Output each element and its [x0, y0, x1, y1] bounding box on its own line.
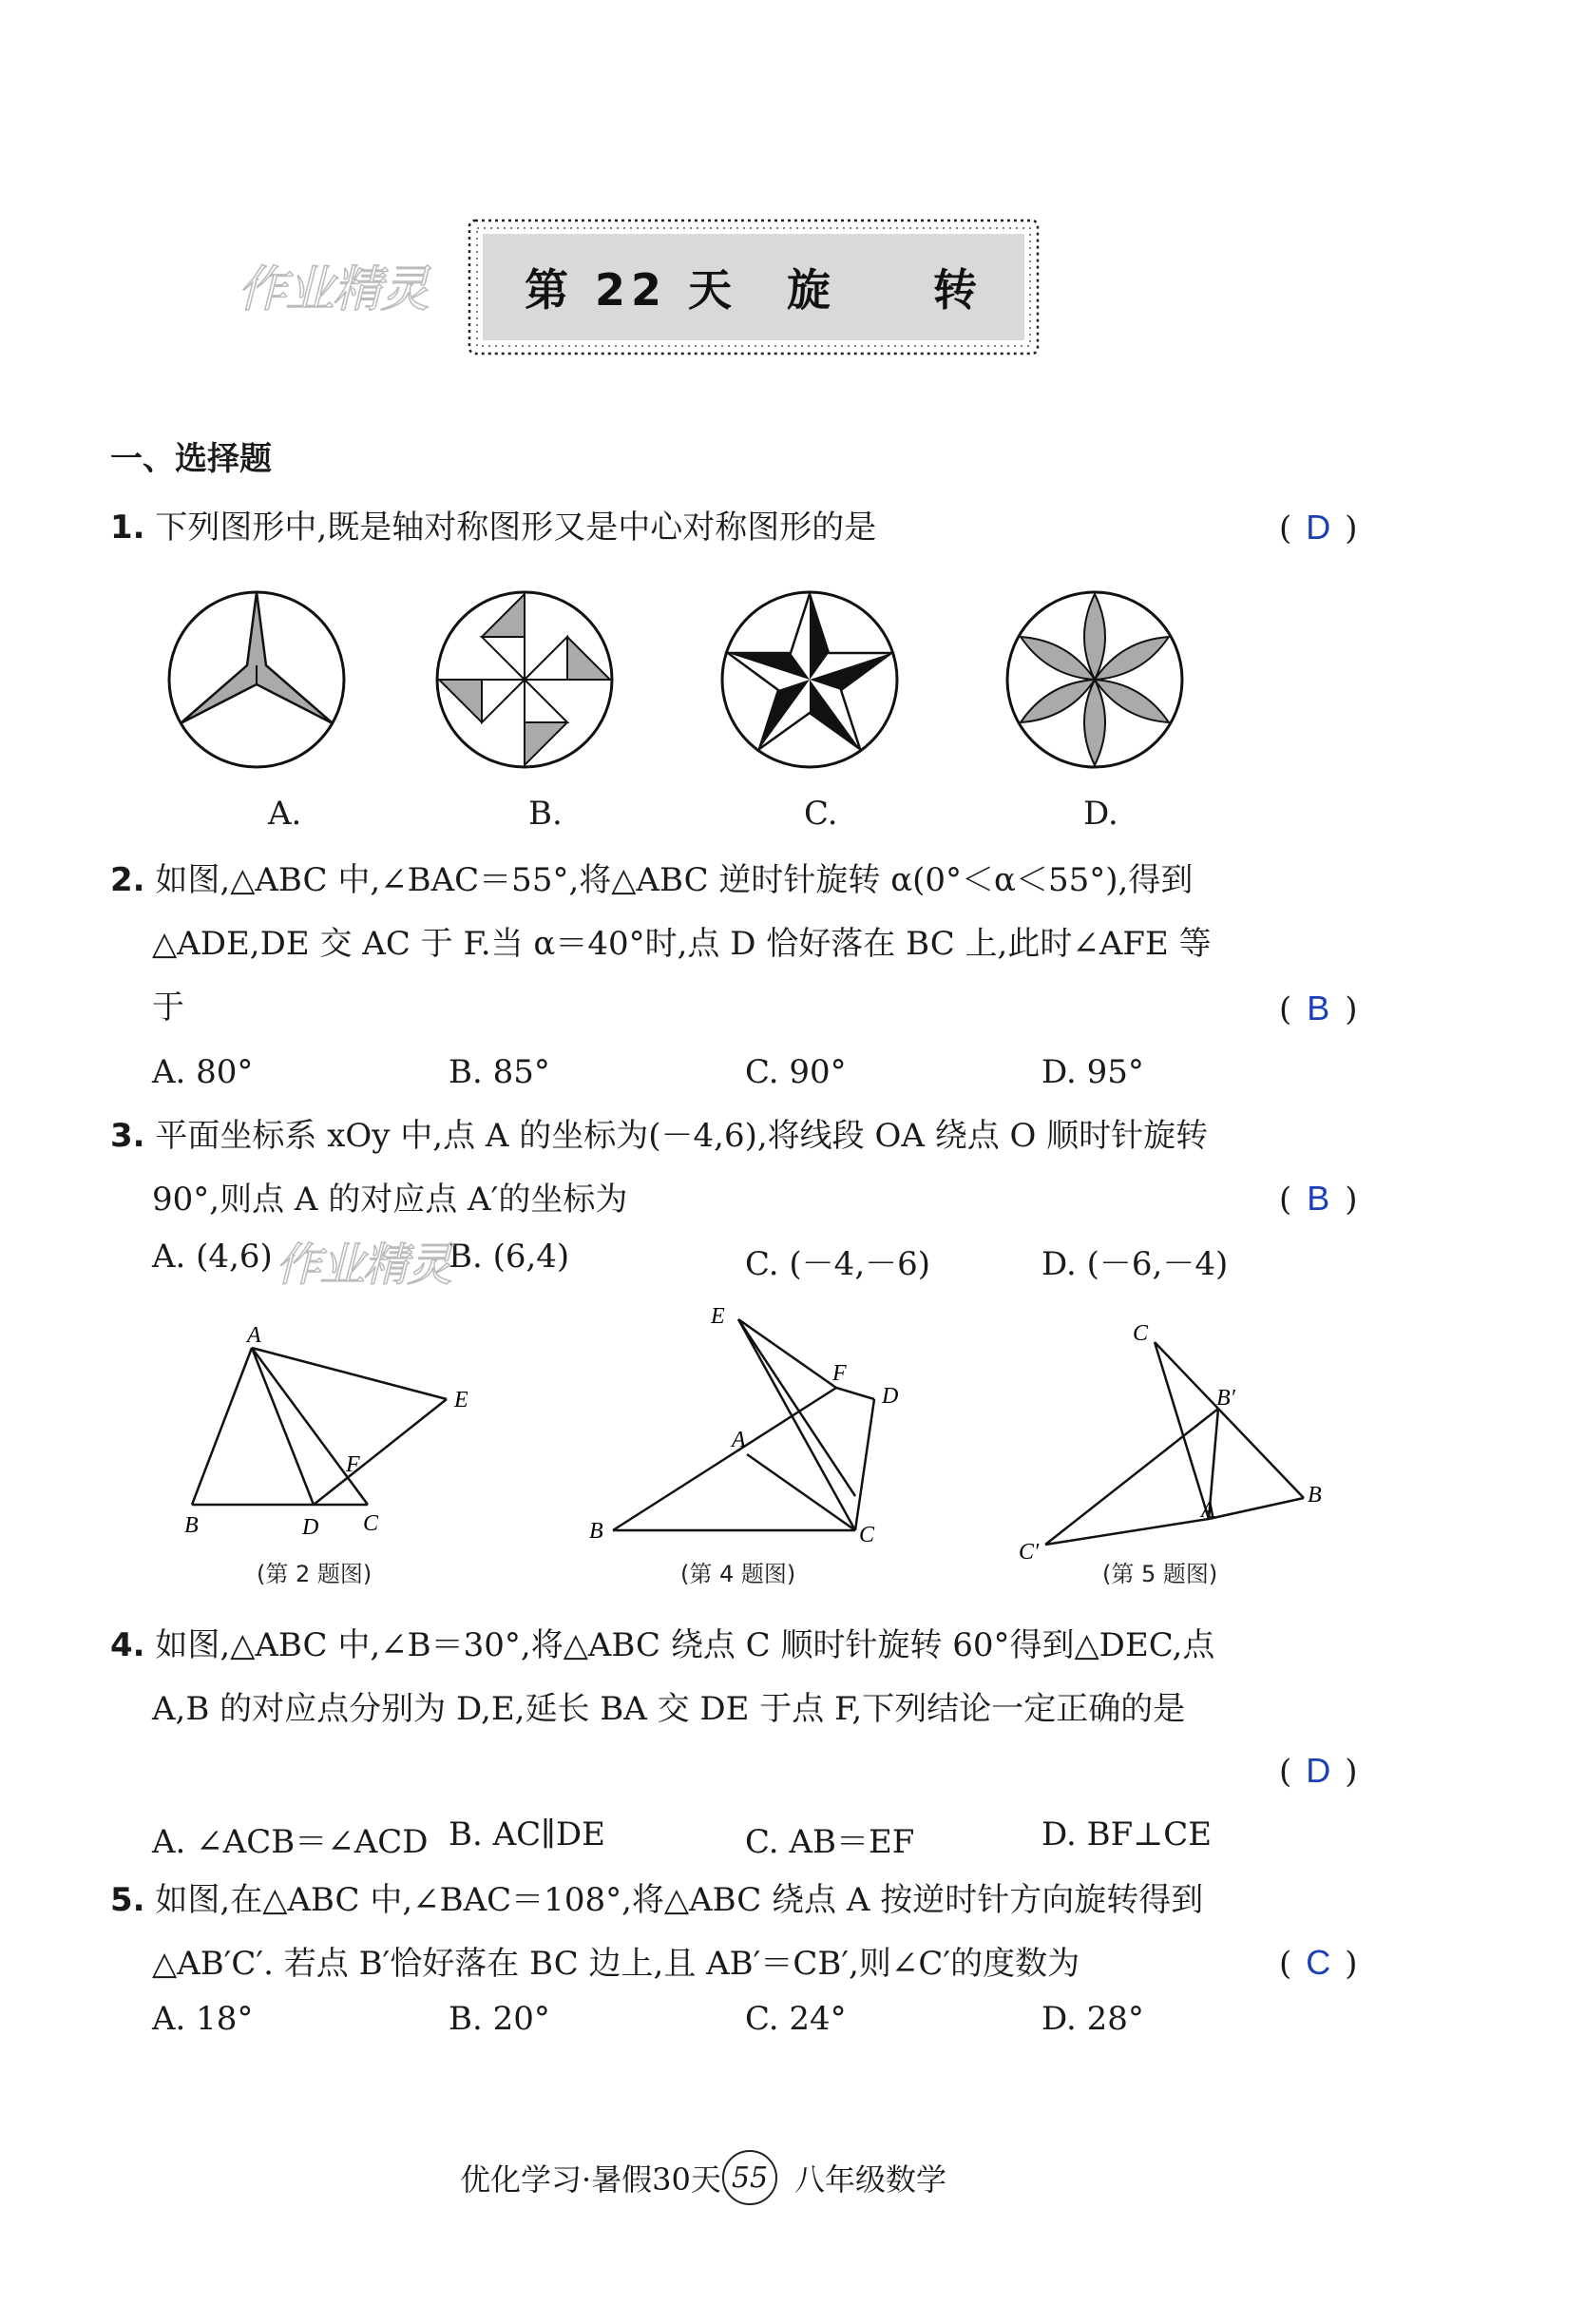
answer-paren: ( D ) — [1279, 508, 1358, 547]
question-text-line2: A,B 的对应点分别为 D,E,延长 BA 交 DE 于点 F,下列结论一定正确的是 — [152, 1690, 1186, 1728]
q3-option-d: D. (－6,－4) — [1041, 1245, 1229, 1283]
fig2-label-f: F — [346, 1452, 360, 1477]
q4-option-b: B. AC∥DE — [449, 1815, 605, 1853]
q1-option-d: D. — [1083, 795, 1118, 833]
fig5-label-c: C — [1133, 1321, 1149, 1346]
question-text-line2: △AB′C′. 若点 B′恰好落在 BC 边上,且 AB′＝CB′,则∠C′的度数为 — [152, 1945, 1080, 1983]
q2-option-d: D. 95° — [1041, 1053, 1144, 1091]
geometry-figures — [171, 1302, 1406, 1559]
figure-q4 — [613, 1319, 874, 1530]
figure-d — [1007, 592, 1182, 767]
question-text-line2: 90°,则点 A 的对应点 A′的坐标为 — [152, 1181, 628, 1219]
fig4-label-d: D — [882, 1384, 899, 1409]
question-text-line2: △ADE,DE 交 AC 于 F.当 α＝40°时,点 D 恰好落在 BC 上,此时∠AFE 等 — [152, 925, 1212, 963]
question-number: 4. — [110, 1626, 145, 1664]
title-word1: 旋 — [787, 264, 837, 316]
watermark: 作业精灵 — [238, 261, 429, 318]
q5-option-b: B. 20° — [449, 2000, 550, 2038]
question-number: 2. — [110, 861, 145, 899]
answer: C — [1306, 1943, 1331, 1982]
q3-option-a: A. (4,6) — [152, 1238, 273, 1276]
q5-option-a: A. 18° — [152, 2000, 254, 2038]
question-2 — [110, 849, 1403, 1040]
title-box — [466, 217, 1041, 357]
question-text-line3: 于 — [152, 989, 184, 1027]
q1-option-c: C. — [804, 795, 838, 833]
q4-option-d: D. BF⊥CE — [1041, 1815, 1213, 1853]
title-day: 第 22 天 — [524, 264, 738, 316]
fig2-caption: (第 2 题图) — [257, 1561, 373, 1587]
fig2-label-c: C — [363, 1511, 379, 1536]
figure-a — [169, 592, 344, 767]
q3-option-b: B. (6,4) — [449, 1238, 570, 1276]
answer: B — [1307, 989, 1330, 1028]
fig5-caption: (第 5 题图) — [1102, 1561, 1218, 1587]
q2-option-a: A. 80° — [152, 1053, 254, 1091]
question-5 — [110, 1869, 1403, 1996]
answer-paren: ( B ) — [1279, 1179, 1358, 1219]
figure-q2 — [192, 1348, 447, 1505]
footer-left: 优化学习·暑假30天 — [460, 2161, 721, 2198]
watermark-2: 作业精灵 — [276, 1239, 451, 1292]
question-number: 1. — [110, 509, 145, 547]
fig4-caption: (第 4 题图) — [680, 1561, 796, 1587]
answer-paren: ( B ) — [1279, 989, 1358, 1028]
section-title: 一、选择题 — [110, 440, 272, 478]
answer: D — [1306, 1751, 1331, 1790]
q1-option-a: A. — [268, 795, 302, 833]
question-text-line1: 平面坐标系 xOy 中,点 A 的坐标为(－4,6),将线段 OA 绕点 O 顺时针旋转 — [155, 1117, 1209, 1155]
question-text: 下列图形中,既是轴对称图形又是中心对称图形的是 — [155, 509, 877, 547]
fig5-label-a: A — [1201, 1498, 1215, 1523]
q3-option-c: C. (－4,－6) — [745, 1245, 931, 1283]
fig2-label-a: A — [247, 1323, 261, 1348]
q1-figures — [152, 585, 1197, 794]
fig2-label-e: E — [454, 1388, 468, 1412]
answer: D — [1306, 508, 1331, 547]
footer-page-number: 55 — [722, 2150, 777, 2205]
q4-option-c: C. AB＝EF — [745, 1823, 915, 1861]
question-text-line1: 如图,△ABC 中,∠BAC＝55°,将△ABC 逆时针旋转 α(0°＜α＜55°),得到 — [155, 861, 1194, 899]
q5-option-c: C. 24° — [745, 2000, 847, 2038]
page-title — [483, 234, 1024, 340]
q4-option-a: A. ∠ACB＝∠ACD — [152, 1823, 429, 1861]
question-number: 5. — [110, 1881, 145, 1919]
footer-right: 八年级数学 — [794, 2161, 947, 2198]
fig4-label-a: A — [732, 1428, 746, 1452]
title-word2: 转 — [933, 264, 984, 316]
fig4-label-f: F — [832, 1361, 847, 1386]
figure-q5 — [1045, 1342, 1304, 1545]
figure-c — [722, 592, 897, 767]
answer: B — [1307, 1179, 1330, 1218]
fig5-label-bprime: B′ — [1216, 1386, 1235, 1411]
fig2-label-b: B — [184, 1513, 199, 1538]
fig2-label-d: D — [302, 1515, 319, 1540]
q2-option-b: B. 85° — [449, 1053, 550, 1091]
fig5-label-b: B — [1308, 1483, 1322, 1508]
answer-paren: ( D ) — [1279, 1751, 1358, 1791]
figure-b — [437, 592, 612, 767]
fig4-label-c: C — [859, 1523, 875, 1547]
q5-option-d: D. 28° — [1041, 2000, 1144, 2038]
question-number: 3. — [110, 1117, 145, 1155]
question-1 — [110, 496, 876, 560]
q2-option-c: C. 90° — [745, 1053, 847, 1091]
answer-paren: ( C ) — [1279, 1943, 1358, 1983]
fig4-label-b: B — [589, 1519, 603, 1544]
question-4 — [110, 1614, 1403, 1741]
question-text-line1: 如图,△ABC 中,∠B＝30°,将△ABC 绕点 C 顺时针旋转 60°得到△DEC,点 — [155, 1626, 1215, 1664]
question-text-line1: 如图,在△ABC 中,∠BAC＝108°,将△ABC 绕点 A 按逆时针方向旋转得到 — [155, 1881, 1204, 1919]
fig5-label-cprime: C′ — [1019, 1540, 1040, 1559]
question-3 — [110, 1104, 1403, 1232]
fig4-label-e: E — [711, 1304, 725, 1329]
q1-option-b: B. — [528, 795, 563, 833]
